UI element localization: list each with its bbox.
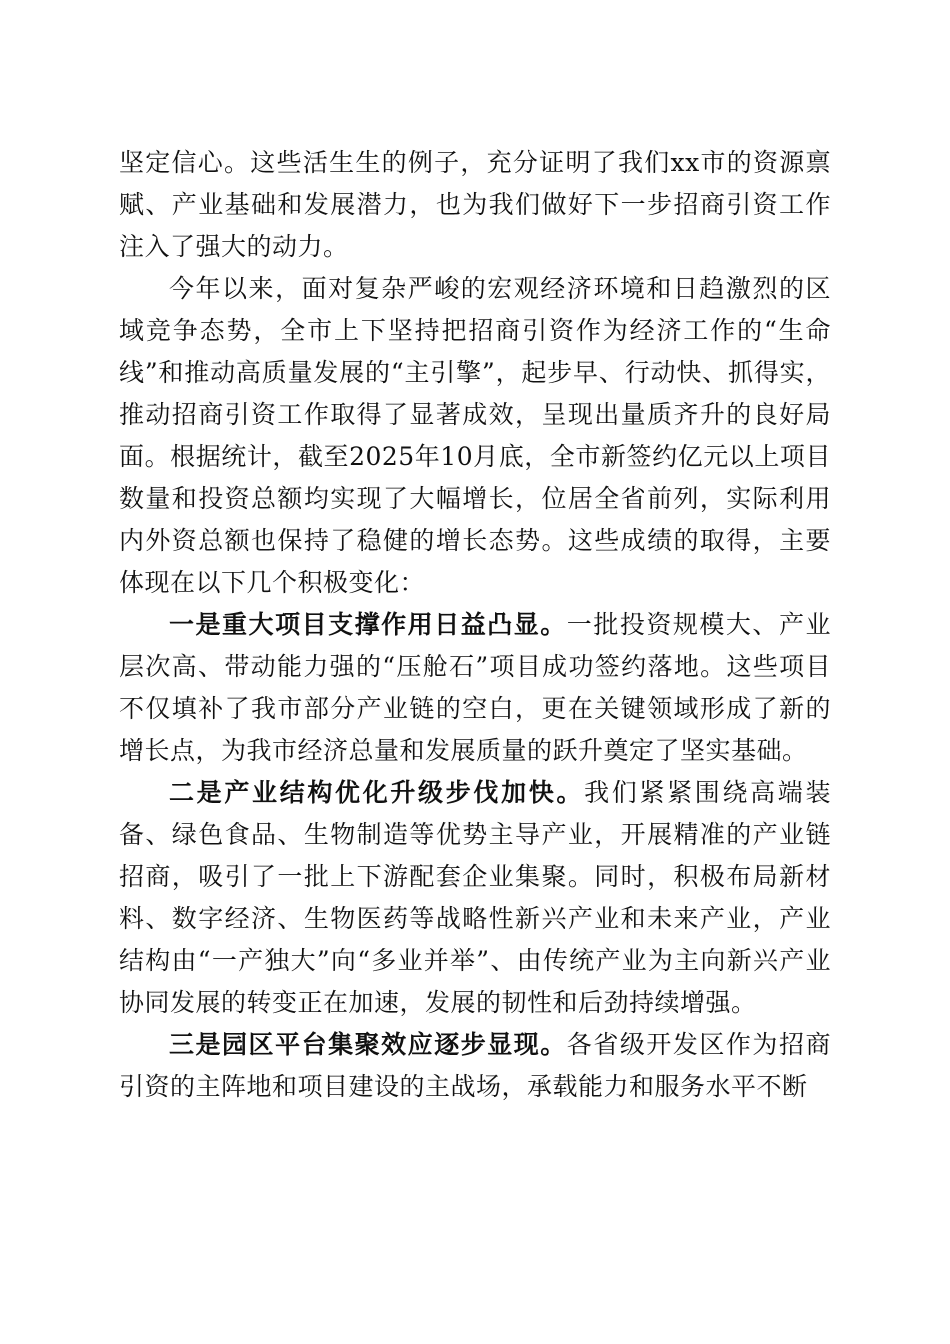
- document-page: [119, 142, 831, 1108]
- paragraph-point-2: [119, 772, 831, 1024]
- paragraph-text: 一批投资规模大、产业层次高、带动能力强的“压舱石”项目成功签约落地。这些项目不仅填补了我市部分产业链的空白，更在关键领域形成了新的增长点，为我市经济总量和发展质量的跃升奠定了坚实基础。: [119, 610, 831, 765]
- paragraph-continuation: [119, 142, 831, 268]
- paragraph-text: 今年以来，面对复杂严峻的宏观经济环境和日趋激烈的区域竞争态势，全市上下坚持把招商引资作为经济工作的“生命线”和推动高质量发展的“主引擎”，起步早、行动快、抓得实，推动招商引资工作取得了显著成效，呈现出量质齐升的良好局面。根据统计，截至2025年10月底，全市新签约亿元以上项目数量和投资总额均实现了大幅增长，位居全省前列，实际利用内外资总额也保持了稳健的增长态势。这些成绩的取得，主要体现在以下几个积极变化：: [119, 274, 831, 597]
- paragraph-text: 我们紧紧围绕高端装备、绿色食品、生物制造等优势主导产业，开展精准的产业链招商，吸引了一批上下游配套企业集聚。同时，积极布局新材料、数字经济、生物医药等战略性新兴产业和未来产业，产业结构由“一产独大”向“多业并举”、由传统产业为主向新兴产业协同发展的转变正在加速，发展的韧性和后劲持续增强。: [119, 778, 831, 1017]
- paragraph-lead: 三是园区平台集聚效应逐步显现。: [169, 1030, 567, 1059]
- paragraph-text: 各省级开发区作为招商引资的主阵地和项目建设的主战场，承载能力和服务水平不断: [119, 1030, 831, 1101]
- paragraph-lead: 二是产业结构优化升级步伐加快。: [169, 778, 585, 807]
- paragraph-point-1: [119, 604, 831, 772]
- paragraph-lead: 一是重大项目支撑作用日益凸显。: [169, 610, 567, 639]
- paragraph-text: 坚定信心。这些活生生的例子，充分证明了我们xx市的资源禀赋、产业基础和发展潜力，也为我们做好下一步招商引资工作注入了强大的动力。: [119, 148, 831, 261]
- paragraph-point-3: [119, 1024, 831, 1108]
- paragraph-overview: [119, 268, 831, 604]
